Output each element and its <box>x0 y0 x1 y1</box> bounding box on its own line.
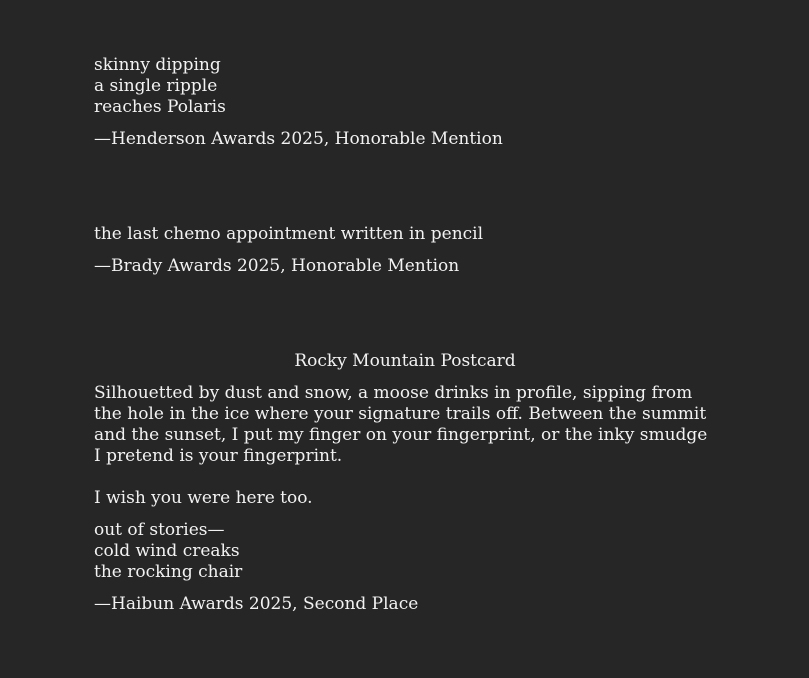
haibun-title: Rocky Mountain Postcard <box>294 351 516 371</box>
poem-1-line-2: a single ripple <box>94 76 218 96</box>
haibun-poem <box>94 520 714 583</box>
poem-1-line-1: skinny dipping <box>94 55 221 75</box>
spacer <box>94 150 714 224</box>
haibun-line-3: the rocking chair <box>94 562 243 582</box>
haibun <box>94 351 714 615</box>
poem-2 <box>94 224 714 277</box>
poem-2-credit: —Brady Awards 2025, Honorable Mention <box>94 256 460 276</box>
haibun-credit: —Haibun Awards 2025, Second Place <box>94 594 419 614</box>
haibun-prose-2: I wish you were here too. <box>94 488 313 508</box>
poem-1-credit: —Henderson Awards 2025, Honorable Mention <box>94 129 503 149</box>
haibun-prose: Silhouetted by dust and snow, a moose drinks in profile, sipping from the hole in the ice where your signature trails off. Between the summit and the sunset, I put my finger on your fingerprint, or the inky smudge I pretend is your fingerprint. <box>94 383 708 466</box>
spacer <box>94 277 714 351</box>
poem-1 <box>94 55 714 150</box>
poem-1-line-3: reaches Polaris <box>94 97 226 117</box>
haibun-line-1: out of stories— <box>94 520 225 540</box>
poem-2-line-1: the last chemo appointment written in pencil <box>94 224 484 244</box>
haibun-line-2: cold wind creaks <box>94 541 240 561</box>
poems-page <box>94 55 714 615</box>
